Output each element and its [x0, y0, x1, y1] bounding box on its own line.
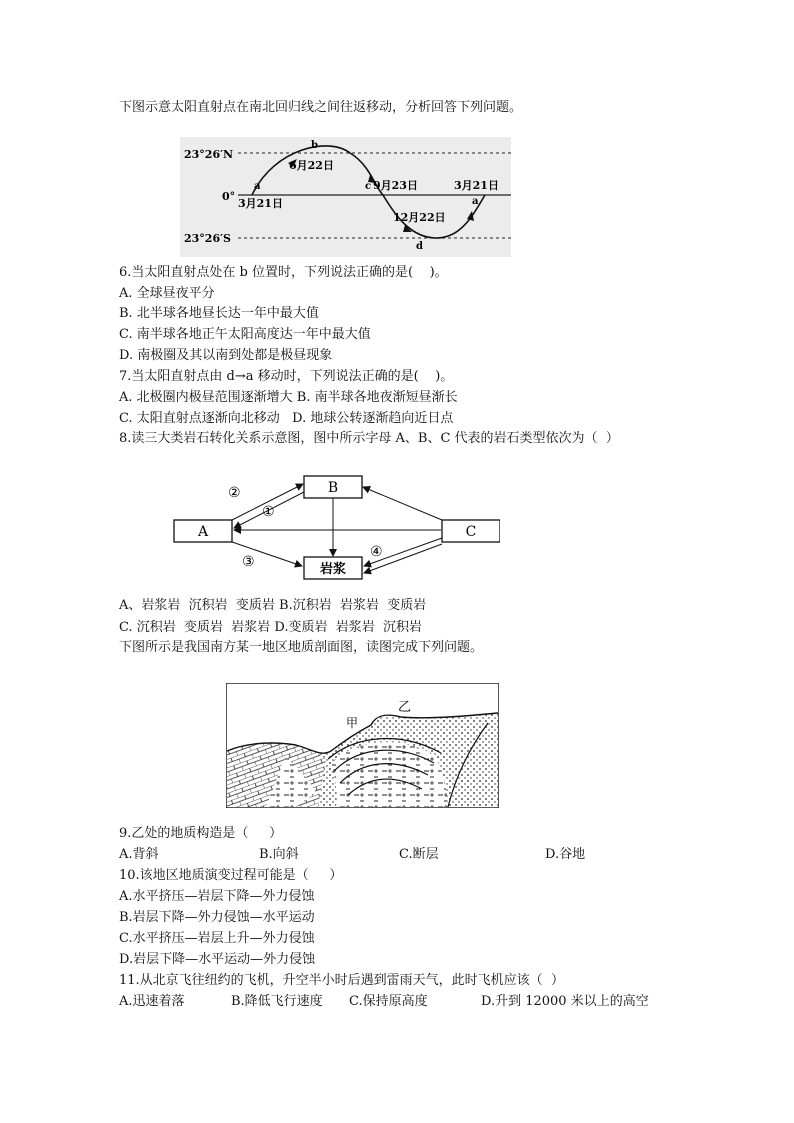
- intro-text-geology: 下图所示是我国南方某一地区地质剖面图，读图完成下列问题。: [119, 640, 484, 655]
- q6-option-d: D. 南极圈及其以南到处都是极昼现象: [119, 348, 333, 363]
- q11-option-c: C.保持原高度: [349, 994, 428, 1009]
- q6-option-c: C. 南半球各地正午太阳高度达一年中最大值: [119, 327, 371, 342]
- q10-option-a: A.水平挤压—岩层下降—外力侵蚀: [119, 889, 315, 904]
- circle-num-4: ④: [370, 544, 383, 560]
- label-jia: 甲: [346, 716, 359, 730]
- box-magma-label: 岩浆: [319, 562, 347, 577]
- q9-option-d: D.谷地: [545, 847, 586, 862]
- q9-option-c: C.断层: [399, 847, 439, 862]
- q11-options: [119, 994, 679, 1010]
- box-a-label: A: [197, 524, 209, 540]
- q8-options-cd: C. 沉积岩 变质岩 岩浆岩 D.变质岩 岩浆岩 沉积岩: [119, 620, 423, 635]
- q11-option-b: B.降低飞行速度: [231, 994, 323, 1009]
- point-d-label: d: [416, 241, 423, 252]
- date-a2-label: 3月21日: [454, 179, 499, 192]
- q7-options-ab: A. 北极圈内极昼范围逐渐增大 B. 南半球各地夜渐短昼渐长: [119, 390, 458, 405]
- q6-stem: 6.当太阳直射点处在 b 位置时，下列说法正确的是( )。: [119, 265, 448, 280]
- box-c-label: C: [465, 524, 477, 540]
- q11-option-d: D.升到 12000 米以上的高空: [481, 994, 649, 1009]
- circle-num-2: ②: [228, 485, 241, 501]
- rock-cycle-svg: [170, 470, 500, 585]
- q6-option-a: A. 全球昼夜平分: [119, 286, 215, 301]
- date-b-label: 6月22日: [289, 159, 334, 172]
- point-c-label: c: [365, 181, 372, 192]
- lat-north-label: 23°26′N: [184, 148, 234, 161]
- lat-equator-label: 0°: [222, 190, 236, 203]
- q6-option-b: B. 北半球各地昼长达一年中最大值: [119, 306, 319, 321]
- geologic-section-figure: [226, 683, 499, 808]
- q10-option-c: C.水平挤压—岩层上升—外力侵蚀: [119, 931, 315, 946]
- geology-svg: [226, 683, 499, 808]
- label-yi: 乙: [398, 700, 412, 715]
- q8-options-ab: A、岩浆岩 沉积岩 变质岩 B.沉积岩 岩浆岩 变质岩: [119, 598, 427, 613]
- q10-option-b: B.岩层下降—外力侵蚀—水平运动: [119, 910, 315, 925]
- q9-stem: 9.乙处的地质构造是（ ）: [119, 826, 283, 841]
- q10-stem: 10.该地区地质演变过程可能是（ ）: [119, 868, 343, 883]
- date-d-label: 12月22日: [393, 211, 446, 224]
- point-b-label: b: [311, 140, 318, 151]
- q10-option-d: D.岩层下降—水平运动—外力侵蚀: [119, 952, 316, 967]
- q9-option-b: B.向斜: [259, 847, 299, 862]
- date-a-label: 3月21日: [238, 197, 283, 210]
- intro-text-sun: 下图示意太阳直射点在南北回归线之间往返移动，分析回答下列问题。: [119, 100, 523, 115]
- box-b-label: B: [327, 480, 339, 496]
- point-a2-label: a: [472, 196, 479, 207]
- circle-num-1: ①: [262, 504, 275, 520]
- point-a-label: a: [254, 181, 261, 192]
- sun-direct-point-figure: [180, 137, 511, 257]
- q7-stem: 7.当太阳直射点由 d→a 移动时，下列说法正确的是( )。: [119, 369, 454, 384]
- q9-options: [119, 847, 679, 863]
- q8-stem: 8.读三大类岩石转化关系示意图，图中所示字母 A、B、C 代表的岩石类型依次为（ ）: [119, 431, 619, 446]
- q11-stem: 11.从北京飞往纽约的飞机，升空半小时后遇到雷雨天气，此时飞机应该（ ）: [119, 973, 564, 988]
- q7-options-cd: C. 太阳直射点逐渐向北移动 D. 地球公转逐渐趋向近日点: [119, 411, 454, 426]
- sun-figure-svg: [180, 137, 511, 257]
- lat-south-label: 23°26′S: [184, 232, 231, 245]
- q9-option-a: A.背斜: [119, 847, 159, 862]
- rock-cycle-figure: [170, 470, 500, 585]
- circle-num-3: ③: [242, 554, 255, 570]
- q11-option-a: A.迅速着落: [119, 994, 185, 1009]
- date-c-label: 9月23日: [373, 179, 418, 192]
